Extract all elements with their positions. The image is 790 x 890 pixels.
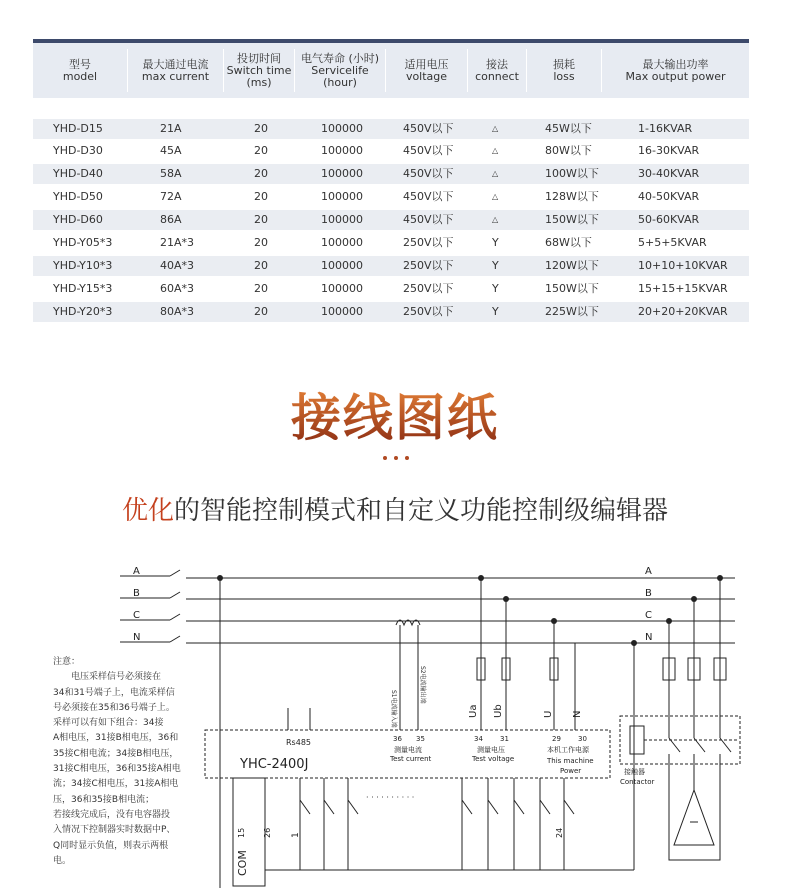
section-subtitle: 优化的智能控制模式和自定义功能控制级编辑器 <box>121 496 669 526</box>
table-cell: 20 <box>254 167 268 180</box>
table-cell: 20+20+20KVAR <box>638 305 728 318</box>
table-cell: 450V以下 <box>403 213 454 226</box>
contactor-en: Contactor <box>620 778 655 786</box>
table-cell: 20 <box>254 190 268 203</box>
u-label: U <box>543 710 554 718</box>
section-title: 接线图纸 <box>291 389 499 447</box>
table-cell: 60A*3 <box>160 282 195 295</box>
table-cell: 100000 <box>321 122 363 135</box>
table-cell: 450V以下 <box>403 144 454 157</box>
table-cell: 20 <box>254 282 268 295</box>
table-cell: 30-40KVAR <box>638 167 700 180</box>
table-row <box>33 210 749 230</box>
header-switch-time: 投切时间 Switch time (ms) <box>226 51 292 89</box>
table-cell: 100000 <box>321 190 363 203</box>
table-cell: 100000 <box>321 213 363 226</box>
table-cell: 100000 <box>321 167 363 180</box>
table-cell: 128W以下 <box>545 190 599 203</box>
dots-ellipsis: · · · · · · · · · · <box>366 793 415 802</box>
table-cell: 250V以下 <box>403 236 454 249</box>
test-current-en: Test current <box>390 755 432 763</box>
table-cell: 20 <box>254 236 268 249</box>
table-cell: 45W以下 <box>545 122 592 135</box>
phase-a-right: A <box>645 566 652 577</box>
table-cell: △ <box>492 169 499 178</box>
table-cell: △ <box>492 192 499 201</box>
test-voltage-en: Test voltage <box>472 755 515 763</box>
phase-c-left: C <box>133 610 140 621</box>
power-en-2: Power <box>560 767 582 775</box>
table-cell: YHD-Y05*3 <box>53 236 113 249</box>
table-cell: YHD-Y20*3 <box>53 305 113 318</box>
table-cell: YHD-D15 <box>53 122 103 135</box>
table-cell: 21A*3 <box>160 236 195 249</box>
table-cell: 120W以下 <box>545 259 599 272</box>
terminal-34: 34 <box>474 735 483 743</box>
table-cell: 450V以下 <box>403 122 454 135</box>
n-label: N <box>572 710 583 718</box>
phase-n-right: N <box>645 632 653 643</box>
table-cell: 40-50KVAR <box>638 190 700 203</box>
table-cell: 10+10+10KVAR <box>638 259 728 272</box>
header-model: 型号 model <box>62 57 98 83</box>
table-cell: 150W以下 <box>545 282 599 295</box>
table-row <box>33 164 749 184</box>
title-dots <box>381 456 411 466</box>
wiring-notes: 注意： 电压采样信号必须接在 34和31号端子上，电流采样信 号必须接在35和36号端子上。 采样可以有如下组合：34接 A相电压，31接B相电压，36和 35接C相电流；34接B相电压， 31接C相电压，36和35接A相电 流；34接C相电压，31接A相电 压，36和35接B相电流； 若接线完成后，没有电容器投 入情况下控制器实时数据中P、 Q同时显示负值，则表示两根 电。 <box>53 655 188 869</box>
table-cell: 20 <box>254 305 268 318</box>
table-cell: 100000 <box>321 282 363 295</box>
power-zh: 本机工作电源 <box>547 746 589 754</box>
table-cell: △ <box>492 146 499 155</box>
phase-b-left: B <box>133 588 140 599</box>
table-cell: 20 <box>254 213 268 226</box>
phase-a-left: A <box>133 566 140 577</box>
table-cell: 72A <box>160 190 182 203</box>
table-cell: YHD-D50 <box>53 190 103 203</box>
notes-heading: 注意： <box>53 657 81 667</box>
table-cell: 5+5+5KVAR <box>638 236 707 249</box>
test-current-zh: 测量电流 <box>394 746 422 754</box>
table-cell: 100000 <box>321 236 363 249</box>
table-row <box>33 187 749 207</box>
ct-input-label: S1电流输入端 <box>390 690 397 728</box>
header-max-output: 最大输出功率 Max output power <box>625 57 726 83</box>
phase-n-left: N <box>133 632 141 643</box>
table-cell: YHD-D60 <box>53 213 103 226</box>
table-cell: 20 <box>254 144 268 157</box>
terminal-29: 29 <box>552 735 561 743</box>
table-cell: 20 <box>254 259 268 272</box>
table-cell: 58A <box>160 167 182 180</box>
table-cell: 100000 <box>321 305 363 318</box>
rs485-label: Rs485 <box>286 738 311 747</box>
table-cell: 450V以下 <box>403 190 454 203</box>
table-cell: 15+15+15KVAR <box>638 282 728 295</box>
header-service-life: 电气寿命 (小时) Servicelife (hour) <box>300 51 380 89</box>
table-cell: △ <box>492 215 499 224</box>
table-cell: 50-60KVAR <box>638 213 700 226</box>
table-cell: 225W以下 <box>545 305 599 318</box>
terminal-30: 30 <box>578 735 587 743</box>
table-cell: 80W以下 <box>545 144 592 157</box>
table-cell: YHD-Y15*3 <box>53 282 113 295</box>
com-label: COM <box>236 850 249 876</box>
ub-label: Ub <box>493 704 504 718</box>
table-cell: Y <box>492 305 499 318</box>
table-cell: 45A <box>160 144 182 157</box>
table-cell: 100W以下 <box>545 167 599 180</box>
contactor-zh: 接触器 <box>624 768 645 776</box>
header-loss: 损耗 loss <box>553 57 575 83</box>
phase-c-right: C <box>645 610 652 621</box>
table-cell: 250V以下 <box>403 259 454 272</box>
table-row <box>33 119 749 139</box>
table-cell: Y <box>492 282 499 295</box>
terminal-15: 15 <box>237 827 246 838</box>
table-row <box>33 233 749 253</box>
terminal-35: 35 <box>416 735 425 743</box>
terminal-31: 31 <box>500 735 509 743</box>
header-connect: 接法 connect <box>475 57 519 83</box>
table-cell: 21A <box>160 122 182 135</box>
terminal-26: 26 <box>263 827 272 838</box>
terminal-1: 1 <box>291 832 301 838</box>
table-cell: 1-16KVAR <box>638 122 693 135</box>
table-cell: 100000 <box>321 259 363 272</box>
table-cell: 250V以下 <box>403 305 454 318</box>
table-cell: YHD-D30 <box>53 144 103 157</box>
header-max-current: 最大通过电流 max current <box>141 57 210 83</box>
table-cell: 16-30KVAR <box>638 144 700 157</box>
table-row <box>33 302 749 322</box>
terminal-36: 36 <box>393 735 402 743</box>
table-cell: 68W以下 <box>545 236 592 249</box>
table-row <box>33 256 749 276</box>
device-name: YHC-2400J <box>240 757 309 772</box>
terminal-24: 24 <box>555 827 564 838</box>
test-voltage-zh: 测量电压 <box>477 746 505 754</box>
table-cell: 86A <box>160 213 182 226</box>
table-cell: 250V以下 <box>403 282 454 295</box>
ct-output-label: S2电流输出端 <box>419 666 426 704</box>
table-cell: 40A*3 <box>160 259 195 272</box>
table-cell: △ <box>492 124 499 133</box>
table-cell: Y <box>492 259 499 272</box>
wiring-diagram <box>0 540 790 890</box>
table-row <box>33 141 749 161</box>
table-header <box>33 43 749 98</box>
header-voltage: 适用电压 voltage <box>404 57 449 83</box>
table-row <box>33 279 749 299</box>
table-cell: 150W以下 <box>545 213 599 226</box>
ua-label: Ua <box>468 704 479 718</box>
table-cell: YHD-Y10*3 <box>53 259 113 272</box>
table-cell: 80A*3 <box>160 305 195 318</box>
phase-b-right: B <box>645 588 652 599</box>
table-cell: Y <box>492 236 499 249</box>
power-en: This machine <box>547 757 594 765</box>
table-cell: 100000 <box>321 144 363 157</box>
table-cell: 450V以下 <box>403 167 454 180</box>
table-cell: 20 <box>254 122 268 135</box>
table-cell: YHD-D40 <box>53 167 103 180</box>
